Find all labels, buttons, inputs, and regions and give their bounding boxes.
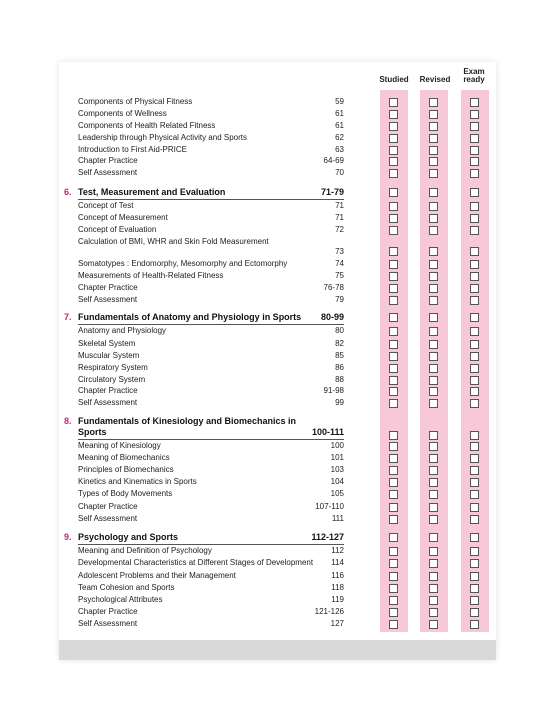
topic-page: 74 xyxy=(335,259,344,268)
topic-page: 103 xyxy=(330,465,344,474)
exam-ready-checkbox[interactable] xyxy=(470,313,479,322)
studied-checkbox[interactable] xyxy=(389,272,398,281)
studied-checkbox[interactable] xyxy=(389,364,398,373)
topic-title: Self Assessment xyxy=(78,619,138,628)
revised-checkbox[interactable] xyxy=(429,98,438,107)
revised-checkbox[interactable] xyxy=(429,296,438,305)
chapter-rule xyxy=(78,544,344,545)
topic-title: Chapter Practice xyxy=(78,283,138,292)
exam-ready-checkbox[interactable] xyxy=(470,490,479,499)
exam-ready-checkbox[interactable] xyxy=(470,272,479,281)
exam-ready-checkbox[interactable] xyxy=(470,503,479,512)
page-bottom-strip xyxy=(59,640,496,660)
revised-checkbox[interactable] xyxy=(429,169,438,178)
exam-ready-checkbox[interactable] xyxy=(470,364,479,373)
revised-checkbox[interactable] xyxy=(429,188,438,197)
studied-checkbox[interactable] xyxy=(389,533,398,542)
chapter-number: 7. xyxy=(64,312,72,322)
studied-checkbox[interactable] xyxy=(389,596,398,605)
revised-checkbox[interactable] xyxy=(429,284,438,293)
topic-page: 101 xyxy=(330,453,344,462)
studied-checkbox[interactable] xyxy=(389,547,398,556)
topic-page: 62 xyxy=(335,133,344,142)
topic-page: 104 xyxy=(330,477,344,486)
revised-checkbox[interactable] xyxy=(429,327,438,336)
chapter-pages: 112-127 xyxy=(311,532,344,542)
topic-title: Components of Wellness xyxy=(78,109,167,118)
topic-page: 119 xyxy=(331,595,344,604)
topic-title: Measurements of Health-Related Fitness xyxy=(78,271,224,280)
revised-checkbox[interactable] xyxy=(429,214,438,223)
exam-ready-checkbox[interactable] xyxy=(470,214,479,223)
chapter-number: 9. xyxy=(64,532,72,542)
topic-page: 61 xyxy=(335,121,344,130)
revised-checkbox[interactable] xyxy=(429,352,438,361)
exam-ready-checkbox[interactable] xyxy=(470,515,479,524)
studied-checkbox[interactable] xyxy=(389,387,398,396)
topic-page: 71 xyxy=(335,201,344,210)
topic-page: 86 xyxy=(335,363,344,372)
exam-ready-checkbox[interactable] xyxy=(470,559,479,568)
exam-ready-checkbox[interactable] xyxy=(470,122,479,131)
revised-checkbox[interactable] xyxy=(429,620,438,629)
studied-checkbox[interactable] xyxy=(389,260,398,269)
revised-checkbox[interactable] xyxy=(429,478,438,487)
topic-title: Principles of Biomechanics xyxy=(78,465,174,474)
topic-title: Adolescent Problems and their Management xyxy=(78,571,236,580)
topic-title: Self Assessment xyxy=(78,398,138,407)
studied-checkbox[interactable] xyxy=(389,620,398,629)
revised-checkbox[interactable] xyxy=(429,272,438,281)
topic-title: Muscular System xyxy=(78,351,140,360)
revised-checkbox[interactable] xyxy=(429,157,438,166)
revised-checkbox[interactable] xyxy=(429,608,438,617)
column-header-revised: Revised xyxy=(419,75,451,84)
studied-checkbox[interactable] xyxy=(389,188,398,197)
exam-ready-checkbox[interactable] xyxy=(470,584,479,593)
revised-checkbox[interactable] xyxy=(429,110,438,119)
studied-checkbox[interactable] xyxy=(389,313,398,322)
revised-checkbox[interactable] xyxy=(429,584,438,593)
exam-ready-checkbox[interactable] xyxy=(470,387,479,396)
studied-checkbox[interactable] xyxy=(389,122,398,131)
studied-checkbox[interactable] xyxy=(389,608,398,617)
topic-page: 80 xyxy=(335,326,344,335)
topic-page: 64-69 xyxy=(323,156,344,165)
revised-checkbox[interactable] xyxy=(429,247,438,256)
revised-checkbox[interactable] xyxy=(429,503,438,512)
topic-title: Concept of Test xyxy=(78,201,134,210)
studied-checkbox[interactable] xyxy=(389,572,398,581)
studied-checkbox[interactable] xyxy=(389,442,398,451)
studied-checkbox[interactable] xyxy=(389,214,398,223)
exam-ready-checkbox[interactable] xyxy=(470,146,479,155)
topic-title: Types of Body Movements xyxy=(78,489,173,498)
exam-ready-checkbox[interactable] xyxy=(470,466,479,475)
topic-page: 116 xyxy=(331,571,344,580)
topic-page: 76-78 xyxy=(323,283,344,292)
revised-checkbox[interactable] xyxy=(429,340,438,349)
exam-ready-checkbox[interactable] xyxy=(470,284,479,293)
revised-checkbox[interactable] xyxy=(429,454,438,463)
exam-ready-checkbox[interactable] xyxy=(470,247,479,256)
revised-checkbox[interactable] xyxy=(429,547,438,556)
revised-checkbox[interactable] xyxy=(429,596,438,605)
studied-checkbox[interactable] xyxy=(389,110,398,119)
studied-checkbox[interactable] xyxy=(389,296,398,305)
topic-page: 59 xyxy=(335,97,344,106)
revised-checkbox[interactable] xyxy=(429,515,438,524)
studied-checkbox[interactable] xyxy=(389,454,398,463)
exam-ready-checkbox[interactable] xyxy=(470,110,479,119)
topic-title: Concept of Evaluation xyxy=(78,225,157,234)
topic-page: 88 xyxy=(335,375,344,384)
studied-checkbox[interactable] xyxy=(389,399,398,408)
studied-checkbox[interactable] xyxy=(389,478,398,487)
exam-ready-checkbox[interactable] xyxy=(470,572,479,581)
exam-ready-checkbox[interactable] xyxy=(470,169,479,178)
exam-ready-checkbox[interactable] xyxy=(470,431,479,440)
topic-title: Kinetics and Kinematics in Sports xyxy=(78,477,197,486)
studied-checkbox[interactable] xyxy=(389,146,398,155)
topic-page: 114 xyxy=(331,558,344,567)
chapter-title: Fundamentals of Kinesiology and Biomechanics in Sports xyxy=(78,416,297,437)
revised-checkbox[interactable] xyxy=(429,134,438,143)
topic-page: 118 xyxy=(331,583,344,592)
revised-checkbox[interactable] xyxy=(429,226,438,235)
topic-title: Circulatory System xyxy=(78,375,146,384)
studied-checkbox[interactable] xyxy=(389,327,398,336)
topic-title: Meaning and Definition of Psychology xyxy=(78,546,212,555)
revised-checkbox[interactable] xyxy=(429,572,438,581)
revised-checkbox[interactable] xyxy=(429,260,438,269)
studied-checkbox[interactable] xyxy=(389,98,398,107)
studied-checkbox[interactable] xyxy=(389,352,398,361)
exam-ready-checkbox[interactable] xyxy=(470,157,479,166)
topic-title: Chapter Practice xyxy=(78,607,138,616)
revised-checkbox[interactable] xyxy=(429,364,438,373)
studied-checkbox[interactable] xyxy=(389,169,398,178)
exam-ready-checkbox[interactable] xyxy=(470,454,479,463)
topic-title: Skeletal System xyxy=(78,339,136,348)
topic-page: 127 xyxy=(330,619,344,628)
studied-checkbox[interactable] xyxy=(389,202,398,211)
topic-title: Self Assessment xyxy=(78,295,138,304)
studied-checkbox[interactable] xyxy=(389,466,398,475)
topic-page: 82 xyxy=(335,339,344,348)
exam-ready-checkbox[interactable] xyxy=(470,596,479,605)
studied-checkbox[interactable] xyxy=(389,431,398,440)
topic-page: 79 xyxy=(335,295,344,304)
revised-checkbox[interactable] xyxy=(429,146,438,155)
topic-page: 71 xyxy=(335,213,344,222)
chapter-title: Fundamentals of Anatomy and Physiology in Sports xyxy=(78,312,302,322)
revised-checkbox[interactable] xyxy=(429,202,438,211)
exam-ready-checkbox[interactable] xyxy=(470,620,479,629)
topic-title: Psychological Attributes xyxy=(78,595,163,604)
topic-page: 75 xyxy=(335,271,344,280)
studied-checkbox[interactable] xyxy=(389,503,398,512)
exam-ready-checkbox[interactable] xyxy=(470,340,479,349)
chapter-rule xyxy=(78,199,344,200)
revised-checkbox[interactable] xyxy=(429,559,438,568)
chapter-title: Psychology and Sports xyxy=(78,532,179,542)
chapter-pages: 71-79 xyxy=(320,187,344,197)
topic-title: Components of Physical Fitness xyxy=(78,97,193,106)
topic-title: Anatomy and Physiology xyxy=(78,326,167,335)
revised-checkbox[interactable] xyxy=(429,376,438,385)
revised-checkbox[interactable] xyxy=(429,466,438,475)
chapter-pages: 100-111 xyxy=(311,427,344,437)
chapter-rule xyxy=(78,439,344,440)
topic-title: Developmental Characteristics at Different Stages of Development xyxy=(78,558,314,567)
topic-title: Team Cohesion and Sports xyxy=(78,583,175,592)
chapter-number: 8. xyxy=(64,416,72,426)
revised-checkbox[interactable] xyxy=(429,387,438,396)
topic-page: 61 xyxy=(335,109,344,118)
chapter-rule xyxy=(78,324,344,325)
topic-title: Somatotypes : Endomorphy, Mesomorphy and Ectomorphy xyxy=(78,259,288,268)
topic-title: Concept of Measurement xyxy=(78,213,168,222)
topic-page: 70 xyxy=(335,168,344,177)
exam-ready-checkbox[interactable] xyxy=(470,226,479,235)
exam-ready-checkbox[interactable] xyxy=(470,296,479,305)
exam-ready-checkbox[interactable] xyxy=(470,442,479,451)
studied-checkbox[interactable] xyxy=(389,376,398,385)
exam-ready-checkbox[interactable] xyxy=(470,98,479,107)
topic-page: 112 xyxy=(331,546,344,555)
topic-title: Chapter Practice xyxy=(78,386,138,395)
topic-page: 100 xyxy=(330,441,344,450)
exam-ready-checkbox[interactable] xyxy=(470,327,479,336)
studied-checkbox[interactable] xyxy=(389,226,398,235)
studied-checkbox[interactable] xyxy=(389,490,398,499)
topic-page: 107-110 xyxy=(315,502,344,511)
studied-checkbox[interactable] xyxy=(389,284,398,293)
exam-ready-checkbox[interactable] xyxy=(470,399,479,408)
studied-checkbox[interactable] xyxy=(389,584,398,593)
column-header-exam-ready: Exam ready xyxy=(463,67,485,84)
topic-page: 72 xyxy=(335,225,344,234)
topic-page: 63 xyxy=(335,145,344,154)
revised-checkbox[interactable] xyxy=(429,431,438,440)
topic-page: 91-98 xyxy=(323,386,344,395)
exam-ready-checkbox[interactable] xyxy=(470,376,479,385)
studied-checkbox[interactable] xyxy=(389,157,398,166)
exam-ready-checkbox[interactable] xyxy=(470,188,479,197)
exam-ready-checkbox[interactable] xyxy=(470,608,479,617)
studied-checkbox[interactable] xyxy=(389,134,398,143)
studied-checkbox[interactable] xyxy=(389,247,398,256)
topic-title: Calculation of BMI, WHR and Skin Fold Measurement xyxy=(78,237,269,246)
topic-title: Components of Health Related Fitness xyxy=(78,121,216,130)
studied-checkbox[interactable] xyxy=(389,515,398,524)
topic-title: Leadership through Physical Activity and Sports xyxy=(78,133,247,142)
revised-checkbox[interactable] xyxy=(429,122,438,131)
studied-checkbox[interactable] xyxy=(389,559,398,568)
topic-title: Introduction to First Aid-PRICE xyxy=(78,145,187,154)
studied-checkbox[interactable] xyxy=(389,340,398,349)
revised-checkbox[interactable] xyxy=(429,533,438,542)
topic-title: Respiratory System xyxy=(78,363,148,372)
column-header-studied: Studied xyxy=(379,75,409,84)
revised-checkbox[interactable] xyxy=(429,399,438,408)
topic-page: 73 xyxy=(335,247,344,256)
exam-ready-checkbox[interactable] xyxy=(470,547,479,556)
chapter-pages: 80-99 xyxy=(320,312,344,322)
topic-title: Self Assessment xyxy=(78,168,138,177)
exam-ready-checkbox[interactable] xyxy=(470,533,479,542)
topic-title: Chapter Practice xyxy=(78,156,138,165)
exam-ready-checkbox[interactable] xyxy=(470,478,479,487)
topic-page: 105 xyxy=(330,489,344,498)
revised-checkbox[interactable] xyxy=(429,490,438,499)
topic-title: Meaning of Kinesiology xyxy=(78,441,161,450)
topic-title: Chapter Practice xyxy=(78,502,138,511)
revised-checkbox[interactable] xyxy=(429,442,438,451)
exam-ready-checkbox[interactable] xyxy=(470,134,479,143)
topic-page: 121-126 xyxy=(314,607,344,616)
topic-page: 85 xyxy=(335,351,344,360)
topic-page: 111 xyxy=(331,514,344,523)
revised-checkbox[interactable] xyxy=(429,313,438,322)
exam-ready-checkbox[interactable] xyxy=(470,260,479,269)
chapter-title: Test, Measurement and Evaluation xyxy=(78,187,226,197)
chapter-number: 6. xyxy=(64,187,72,197)
topic-title: Self Assessment xyxy=(78,514,138,523)
topic-page: 99 xyxy=(335,398,344,407)
topic-title: Meaning of Biomechanics xyxy=(78,453,170,462)
exam-ready-checkbox[interactable] xyxy=(470,202,479,211)
exam-ready-checkbox[interactable] xyxy=(470,352,479,361)
